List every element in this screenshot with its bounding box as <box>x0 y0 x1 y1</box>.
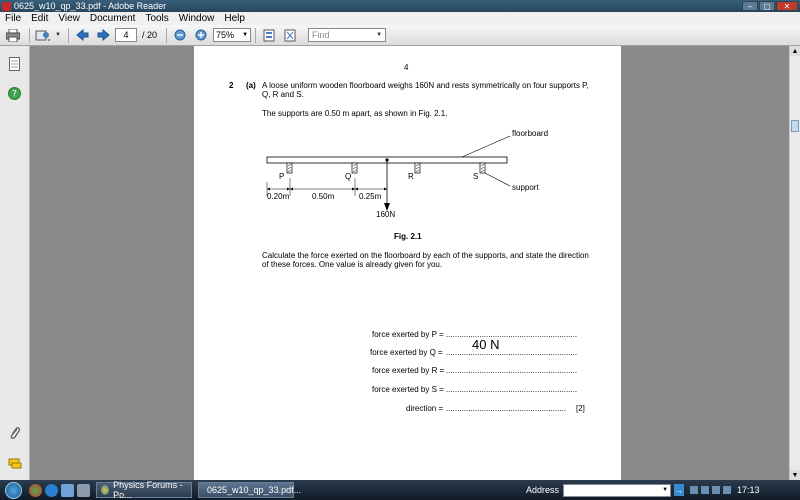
dimension-label-020: 0.20m <box>267 192 290 201</box>
zoom-value: 75% <box>216 30 235 40</box>
zoom-out-icon[interactable] <box>171 27 189 43</box>
address-input[interactable] <box>563 484 671 497</box>
scrollbar-thumb[interactable] <box>791 120 799 132</box>
intro-text-line1: A loose uniform wooden floorboard weighs 160N and rests symmetrically on four supports P, <box>262 81 589 90</box>
support-hatching <box>288 164 484 172</box>
system-tray <box>690 486 731 494</box>
answer-label-r: force exerted by R = <box>372 366 445 375</box>
navigation-panel <box>0 46 30 480</box>
task-text-line2: of these forces. One value is already given for you. <box>262 260 443 269</box>
support-name-r: R <box>408 172 414 181</box>
network-icon[interactable] <box>712 486 720 494</box>
tray-icon[interactable] <box>701 486 709 494</box>
scroll-up-icon[interactable]: ▲ <box>791 47 799 55</box>
find-input[interactable] <box>308 28 386 42</box>
maximize-button[interactable]: ▢ <box>759 1 775 11</box>
volume-icon[interactable] <box>723 486 731 494</box>
dimension-label-050: 0.50m <box>312 192 335 201</box>
page-total: / 20 <box>142 30 158 40</box>
menu-edit[interactable]: Edit <box>31 13 49 24</box>
answer-label-direction: direction = <box>406 404 444 413</box>
menu-file[interactable]: File <box>5 13 22 24</box>
print-icon[interactable] <box>4 27 22 43</box>
adobe-reader-icon <box>2 2 11 11</box>
pages-icon[interactable] <box>7 56 22 71</box>
document-viewport[interactable] <box>31 46 789 480</box>
support-name-s: S <box>473 172 479 181</box>
weight-label: 160N <box>376 210 396 219</box>
svg-text:?: ? <box>12 89 17 100</box>
task-label: Physics Forums - Po... <box>113 480 183 500</box>
answer-dots-q: ........................................................... <box>446 348 578 357</box>
next-page-icon[interactable] <box>94 27 112 43</box>
answer-value-q: 40 N <box>472 337 500 352</box>
answer-dots-r: ........................................................... <box>446 366 578 375</box>
menu-window[interactable]: Window <box>178 13 215 24</box>
close-button[interactable]: ✕ <box>776 1 798 11</box>
support-leader-line <box>485 173 510 186</box>
address-toolbar-label: Address <box>526 485 560 495</box>
start-button[interactable] <box>0 480 26 500</box>
support-name-q: Q <box>345 172 352 181</box>
chrome-icon[interactable] <box>29 484 42 497</box>
go-button[interactable]: → <box>675 485 684 495</box>
support-label: support <box>512 183 539 192</box>
answer-dots-s: ........................................................... <box>446 385 578 394</box>
full-screen-icon[interactable] <box>281 27 299 43</box>
dropdown-chevron-icon[interactable]: ▼ <box>55 32 61 38</box>
help-icon[interactable] <box>7 86 22 101</box>
browser-icon <box>101 485 109 495</box>
figure-caption: Fig. 2.1 <box>394 232 422 241</box>
question-number: 2 <box>229 81 234 90</box>
support-name-p: P <box>279 172 285 181</box>
find-placeholder: Find <box>312 30 330 40</box>
menu-view[interactable]: View <box>58 13 80 24</box>
answer-dots-p: ........................................................... <box>446 330 578 339</box>
marks-label: [2] <box>576 404 585 413</box>
dimension-label-025: 0.25m <box>359 192 382 201</box>
fit-page-icon[interactable] <box>260 27 278 43</box>
pdf-page <box>194 46 621 480</box>
vertical-scrollbar[interactable] <box>789 46 800 480</box>
zoom-select[interactable] <box>213 28 251 42</box>
intro-text-line2: Q, R and S. <box>262 90 304 99</box>
page-number-input[interactable]: 4 <box>115 28 137 42</box>
menu-tools[interactable]: Tools <box>145 13 169 24</box>
zoom-in-icon[interactable] <box>192 27 210 43</box>
window-titlebar <box>0 0 800 12</box>
scroll-down-icon[interactable]: ▼ <box>791 471 799 479</box>
menu-help[interactable]: Help <box>224 13 245 24</box>
supports-text: The supports are 0.50 m apart, as shown in Fig. 2.1. <box>262 109 448 118</box>
toolbar-separator <box>29 28 30 43</box>
answer-label-p: force exerted by P = <box>372 330 444 339</box>
minimize-button[interactable]: – <box>742 1 758 11</box>
task-adobe-reader[interactable] <box>198 482 302 498</box>
comments-icon[interactable] <box>7 456 22 471</box>
task-text-line1: Calculate the force exerted on the floorboard by each of the supports, and state the direction <box>262 251 589 260</box>
chevron-down-icon: ▼ <box>662 487 669 493</box>
floorboard-label: floorboard <box>512 129 549 138</box>
window-title: 0625_w10_qp_33.pdf - Adobe Reader <box>14 1 167 11</box>
window-controls <box>742 1 798 11</box>
chevron-down-icon: ▼ <box>376 32 383 38</box>
switch-windows-icon[interactable] <box>77 484 90 497</box>
tray-icon[interactable] <box>690 486 698 494</box>
page-number: 4 <box>404 63 409 72</box>
previous-page-icon[interactable] <box>73 27 91 43</box>
menu-bar <box>0 12 800 25</box>
floorboard-leader-line <box>462 136 510 157</box>
part-label: (a) <box>246 81 256 90</box>
answer-dots-direction: ...................................................... <box>446 404 567 413</box>
toolbar-separator <box>68 28 69 43</box>
taskbar <box>0 480 800 500</box>
task-physics-forums[interactable] <box>96 482 192 498</box>
toolbar-separator <box>255 28 256 43</box>
answer-label-s: force exerted by S = <box>372 385 444 394</box>
collaborate-icon[interactable] <box>34 27 52 43</box>
menu-document[interactable]: Document <box>89 13 136 24</box>
figure-floorboard-diagram <box>194 46 621 246</box>
attachments-icon[interactable] <box>7 425 22 440</box>
answer-label-q: force exerted by Q = <box>370 348 443 357</box>
ie-icon[interactable] <box>45 484 58 497</box>
toolbar <box>0 25 800 46</box>
toolbar-separator <box>166 28 167 43</box>
chevron-down-icon: ▼ <box>242 32 249 38</box>
clock[interactable]: 17:13 <box>737 485 760 495</box>
show-desktop-icon[interactable] <box>61 484 74 497</box>
task-label: 0625_w10_qp_33.pdf... <box>207 485 302 495</box>
windows-logo-icon <box>5 482 22 499</box>
